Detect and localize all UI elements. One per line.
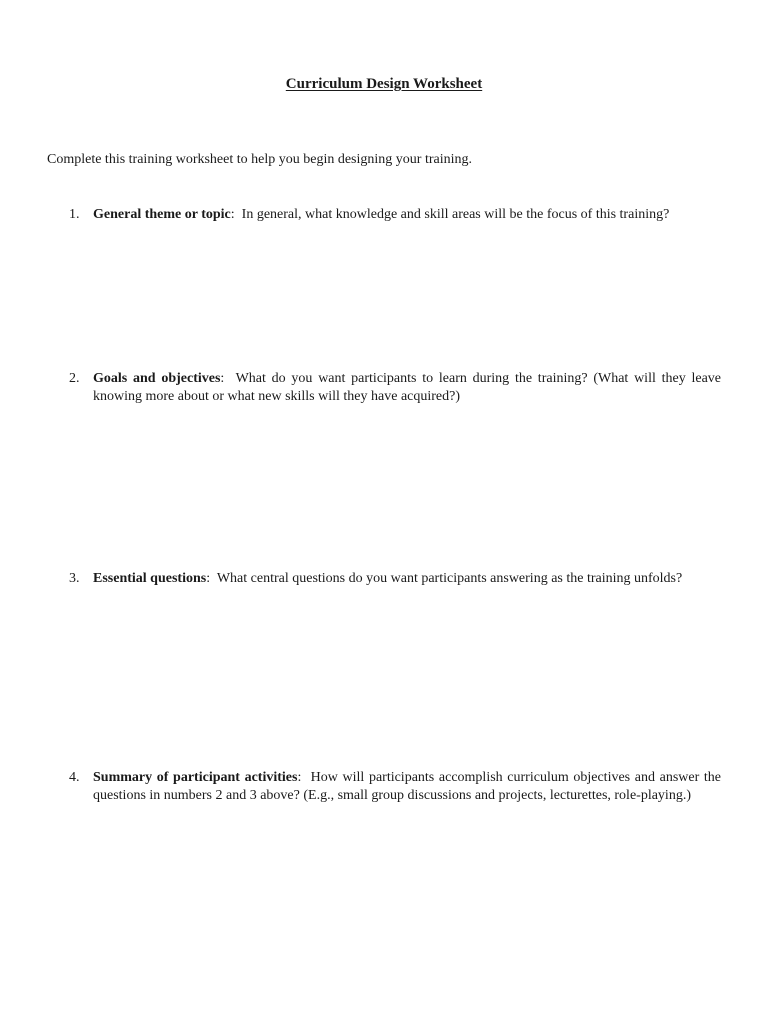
item-body xyxy=(93,370,721,406)
item-text: In general, what knowledge and skill areas will be the focus of this training? xyxy=(241,207,670,222)
item-number: 2. xyxy=(69,371,80,386)
item-term: Essential questions xyxy=(93,571,207,586)
item-number: 4. xyxy=(69,770,80,785)
item-number: 3. xyxy=(69,571,80,586)
worksheet-item-1 xyxy=(47,206,721,224)
item-separator: : xyxy=(230,207,242,222)
item-text: How will participants accomplish curriculum objectives and answer the questions in numbers 2 and 3 above? (E.g., small group discussions and projects, lecturettes, role-playing.) xyxy=(93,770,722,803)
item-text: What do you want participants to learn during the training? (What will they leave knowing more about or what new skills will they have acquired?) xyxy=(93,371,722,404)
item-term: Goals and objectives xyxy=(93,371,221,386)
worksheet-item-3 xyxy=(47,570,721,588)
item-separator: : xyxy=(220,371,236,386)
item-body xyxy=(93,206,721,224)
item-body xyxy=(93,769,721,805)
page-title: Curriculum Design Worksheet xyxy=(285,76,483,92)
item-term: General theme or topic xyxy=(93,207,231,222)
item-text: What central questions do you want participants answering as the training unfolds? xyxy=(216,571,683,586)
item-body xyxy=(93,570,721,588)
worksheet-item-4 xyxy=(47,769,721,805)
intro-text: Complete this training worksheet to help you begin designing your training. xyxy=(47,152,472,167)
item-number: 1. xyxy=(69,207,80,222)
worksheet-item-2 xyxy=(47,370,721,406)
item-term: Summary of participant activities xyxy=(93,770,298,785)
item-separator: : xyxy=(297,770,311,785)
item-separator: : xyxy=(206,571,217,586)
